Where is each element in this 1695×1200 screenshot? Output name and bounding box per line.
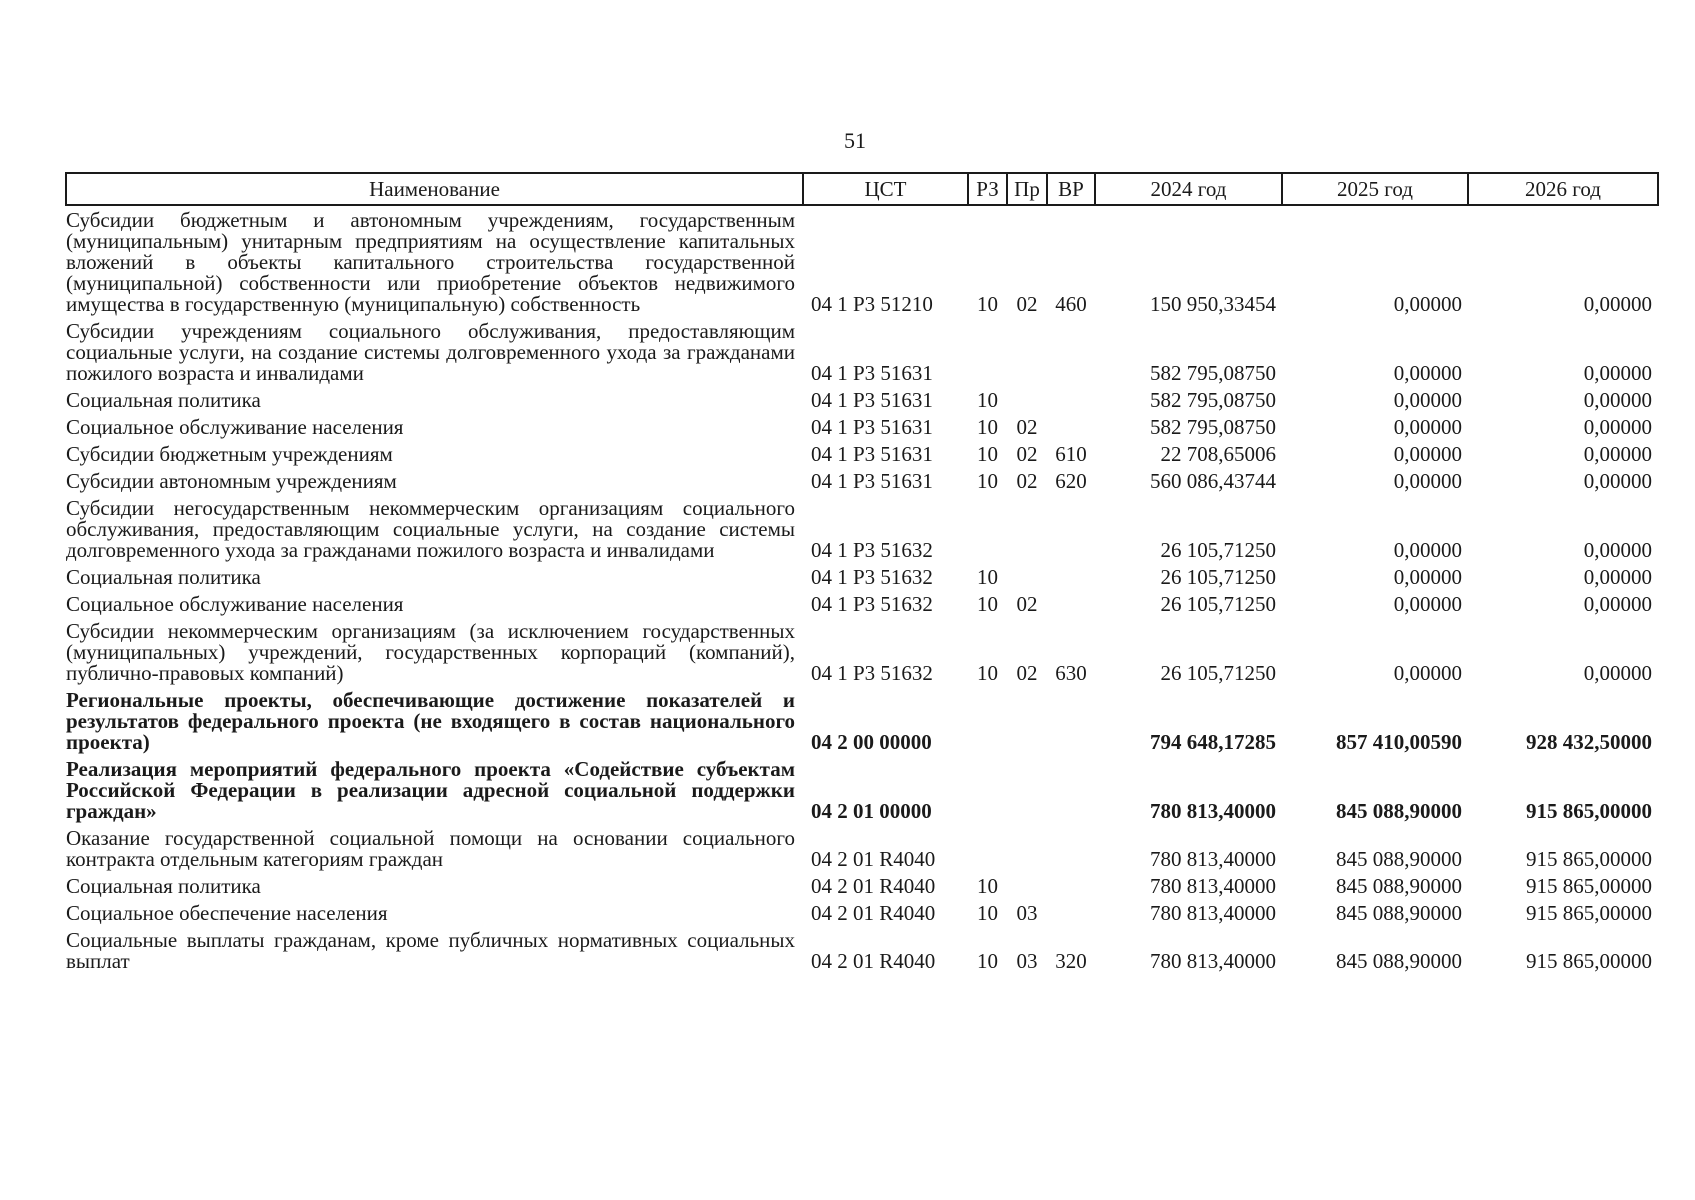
- table-row: [66, 467, 1658, 494]
- row-cst: 04 2 01 R4040: [811, 949, 936, 973]
- row-cst: 04 1 Р3 51631: [811, 361, 933, 385]
- row-name: Реализация мероприятий федерального проекта «Содействие субъектам Российской Федерации в реализации адресной социальной поддержки граждан»: [66, 757, 795, 823]
- row-2026: 0,00000: [1583, 565, 1652, 589]
- row-pr: [1007, 494, 1047, 563]
- row-cst: 04 1 Р3 51632: [811, 565, 933, 589]
- row-2025: 845 088,90000: [1336, 949, 1462, 973]
- row-vr: 620: [1055, 469, 1087, 493]
- row-vr: [1047, 899, 1095, 926]
- row-pr: [1007, 563, 1047, 590]
- row-cst: 04 1 Р3 51632: [811, 661, 933, 685]
- row-cst: 04 2 00 00000: [811, 730, 932, 754]
- row-2026: 915 865,00000: [1526, 874, 1652, 898]
- row-pr: [1007, 686, 1047, 755]
- row-2025: 857 410,00590: [1336, 730, 1462, 754]
- row-2024: 780 813,40000: [1150, 847, 1276, 871]
- row-rz: 10: [977, 388, 998, 412]
- row-2024: 26 105,71250: [1160, 592, 1276, 616]
- row-vr: [1047, 686, 1095, 755]
- row-name: Субсидии бюджетным и автономным учреждениям, государственным (муниципальным) унитарным предприятиям на осуществление капитальных вложений в объекты капитального строительства государственной (муниципальной) собственности или приобретение объектов недвижимого имущества в государственную (муниципальную) собственность: [66, 208, 795, 316]
- row-2024: 150 950,33454: [1150, 292, 1276, 316]
- table-row: [66, 386, 1658, 413]
- row-2025: 0,00000: [1393, 538, 1462, 562]
- table-row: [66, 926, 1658, 974]
- row-rz: [968, 686, 1007, 755]
- row-2024: 780 813,40000: [1150, 874, 1276, 898]
- budget-table: [65, 172, 1659, 974]
- row-2026: 0,00000: [1583, 592, 1652, 616]
- row-2026: 928 432,50000: [1526, 730, 1652, 754]
- row-name: Региональные проекты, обеспечивающие достижение показателей и результатов федерального проекта (не входящего в состав национального проекта): [66, 688, 795, 754]
- header-2026: 2026 год: [1468, 173, 1658, 205]
- row-cst: 04 1 Р3 51631: [811, 469, 933, 493]
- table-row: [66, 317, 1658, 386]
- row-pr: [1007, 824, 1047, 872]
- page-number: 51: [844, 128, 866, 153]
- row-name: Субсидии автономным учреждениям: [66, 469, 397, 493]
- header-2024: 2024 год: [1095, 173, 1282, 205]
- row-pr: [1007, 317, 1047, 386]
- table-row: [66, 563, 1658, 590]
- table-body: [66, 205, 1658, 974]
- row-vr: [1047, 494, 1095, 563]
- row-2024: 582 795,08750: [1150, 361, 1276, 385]
- table-row: [66, 824, 1658, 872]
- row-rz: [968, 755, 1007, 824]
- row-rz: 10: [977, 565, 998, 589]
- header-vr: ВР: [1047, 173, 1095, 205]
- row-pr: 02: [1016, 292, 1038, 316]
- row-2025: 0,00000: [1393, 361, 1462, 385]
- row-rz: [968, 824, 1007, 872]
- row-name: Субсидии бюджетным учреждениям: [66, 442, 393, 466]
- row-2024: 794 648,17285: [1150, 730, 1276, 754]
- row-pr: 02: [1016, 661, 1038, 685]
- row-name: Социальная политика: [66, 565, 261, 589]
- table-row: [66, 205, 1658, 317]
- row-2026: 0,00000: [1583, 361, 1652, 385]
- row-2025: 845 088,90000: [1336, 901, 1462, 925]
- row-rz: 10: [977, 949, 998, 973]
- row-2024: 780 813,40000: [1150, 901, 1276, 925]
- row-pr: 02: [1016, 592, 1038, 616]
- row-rz: 10: [977, 901, 998, 925]
- row-2024: 26 105,71250: [1160, 538, 1276, 562]
- row-name: Оказание государственной социальной помощи на основании социального контракта отдельным категориям граждан: [66, 826, 795, 871]
- row-2026: 0,00000: [1583, 661, 1652, 685]
- row-2026: 915 865,00000: [1526, 901, 1652, 925]
- row-2026: 915 865,00000: [1526, 799, 1652, 823]
- row-pr: [1007, 872, 1047, 899]
- row-2025: 0,00000: [1393, 469, 1462, 493]
- row-cst: 04 1 Р3 51631: [811, 388, 933, 412]
- row-2024: 22 708,65006: [1160, 442, 1276, 466]
- row-cst: 04 2 01 R4040: [811, 901, 936, 925]
- row-vr: 460: [1055, 292, 1087, 316]
- row-2026: 0,00000: [1583, 538, 1652, 562]
- row-2025: 0,00000: [1393, 661, 1462, 685]
- row-rz: 10: [977, 292, 998, 316]
- header-cst: ЦСТ: [803, 173, 968, 205]
- row-vr: [1047, 386, 1095, 413]
- row-name: Социальное обслуживание населения: [66, 415, 404, 439]
- row-2025: 845 088,90000: [1336, 847, 1462, 871]
- row-cst: 04 2 01 R4040: [811, 874, 936, 898]
- row-pr: [1007, 755, 1047, 824]
- row-vr: [1047, 590, 1095, 617]
- row-2024: 582 795,08750: [1150, 415, 1276, 439]
- row-2024: 780 813,40000: [1150, 799, 1276, 823]
- row-vr: [1047, 413, 1095, 440]
- row-name: Субсидии учреждениям социального обслуживания, предоставляющим социальные услуги, на создание системы долговременного ухода за гражданами пожилого возраста и инвалидами: [66, 319, 795, 385]
- row-rz: 10: [977, 874, 998, 898]
- row-vr: [1047, 755, 1095, 824]
- table-row: [66, 413, 1658, 440]
- row-vr: 610: [1055, 442, 1087, 466]
- row-rz: 10: [977, 415, 998, 439]
- row-2025: 0,00000: [1393, 415, 1462, 439]
- row-2025: 845 088,90000: [1336, 874, 1462, 898]
- row-2026: 0,00000: [1583, 388, 1652, 412]
- row-2024: 582 795,08750: [1150, 388, 1276, 412]
- row-cst: 04 1 Р3 51210: [811, 292, 933, 316]
- row-name: Социальная политика: [66, 388, 261, 412]
- row-2026: 915 865,00000: [1526, 847, 1652, 871]
- row-pr: 02: [1016, 415, 1038, 439]
- table-header-row: [66, 173, 1658, 205]
- table-row: [66, 440, 1658, 467]
- row-rz: 10: [977, 592, 998, 616]
- row-2024: 780 813,40000: [1150, 949, 1276, 973]
- row-name: Социальные выплаты гражданам, кроме публичных нормативных социальных выплат: [66, 928, 795, 973]
- table-row: [66, 686, 1658, 755]
- row-2026: 0,00000: [1583, 442, 1652, 466]
- row-vr: 320: [1055, 949, 1087, 973]
- row-vr: [1047, 317, 1095, 386]
- row-rz: 10: [977, 469, 998, 493]
- row-pr: 03: [1016, 949, 1038, 973]
- header-2025: 2025 год: [1282, 173, 1468, 205]
- row-2025: 0,00000: [1393, 388, 1462, 412]
- row-rz: [968, 494, 1007, 563]
- table-row: [66, 899, 1658, 926]
- row-cst: 04 2 01 00000: [811, 799, 932, 823]
- row-name: Субсидии негосударственным некоммерческим организациям социального обслуживания, предоставляющим социальные услуги, на создание системы долговременного ухода за гражданами пожилого возраста и инвалидами: [66, 496, 795, 562]
- row-2025: 0,00000: [1393, 442, 1462, 466]
- row-cst: 04 1 Р3 51632: [811, 538, 933, 562]
- row-rz: [968, 317, 1007, 386]
- row-2024: 560 086,43744: [1150, 469, 1276, 493]
- row-cst: 04 1 Р3 51632: [811, 592, 933, 616]
- header-rz: РЗ: [968, 173, 1007, 205]
- row-name: Социальное обеспечение населения: [66, 901, 388, 925]
- header-pr: Пр: [1007, 173, 1047, 205]
- row-vr: [1047, 824, 1095, 872]
- row-cst: 04 1 Р3 51631: [811, 415, 933, 439]
- row-vr: 630: [1055, 661, 1087, 685]
- row-2025: 0,00000: [1393, 292, 1462, 316]
- row-rz: 10: [977, 442, 998, 466]
- header-name: Наименование: [66, 173, 803, 205]
- row-name: Социальная политика: [66, 874, 261, 898]
- table-row: [66, 755, 1658, 824]
- row-pr: 02: [1016, 442, 1038, 466]
- row-name: Субсидии некоммерческим организациям (за исключением государственных (муниципальных) учреждений, государственных корпораций (компаний), публично-правовых компаний): [66, 619, 795, 685]
- row-pr: [1007, 386, 1047, 413]
- row-pr: 03: [1016, 901, 1038, 925]
- row-2024: 26 105,71250: [1160, 565, 1276, 589]
- row-2025: 0,00000: [1393, 565, 1462, 589]
- row-2025: 0,00000: [1393, 592, 1462, 616]
- table-row: [66, 872, 1658, 899]
- row-rz: 10: [977, 661, 998, 685]
- row-vr: [1047, 872, 1095, 899]
- row-2026: 915 865,00000: [1526, 949, 1652, 973]
- table-row: [66, 494, 1658, 563]
- row-2024: 26 105,71250: [1160, 661, 1276, 685]
- row-vr: [1047, 563, 1095, 590]
- row-pr: 02: [1016, 469, 1038, 493]
- row-2026: 0,00000: [1583, 469, 1652, 493]
- row-2026: 0,00000: [1583, 415, 1652, 439]
- row-2025: 845 088,90000: [1336, 799, 1462, 823]
- row-cst: 04 2 01 R4040: [811, 847, 936, 871]
- table-row: [66, 590, 1658, 617]
- row-cst: 04 1 Р3 51631: [811, 442, 933, 466]
- row-2026: 0,00000: [1583, 292, 1652, 316]
- row-name: Социальное обслуживание населения: [66, 592, 404, 616]
- table-row: [66, 617, 1658, 686]
